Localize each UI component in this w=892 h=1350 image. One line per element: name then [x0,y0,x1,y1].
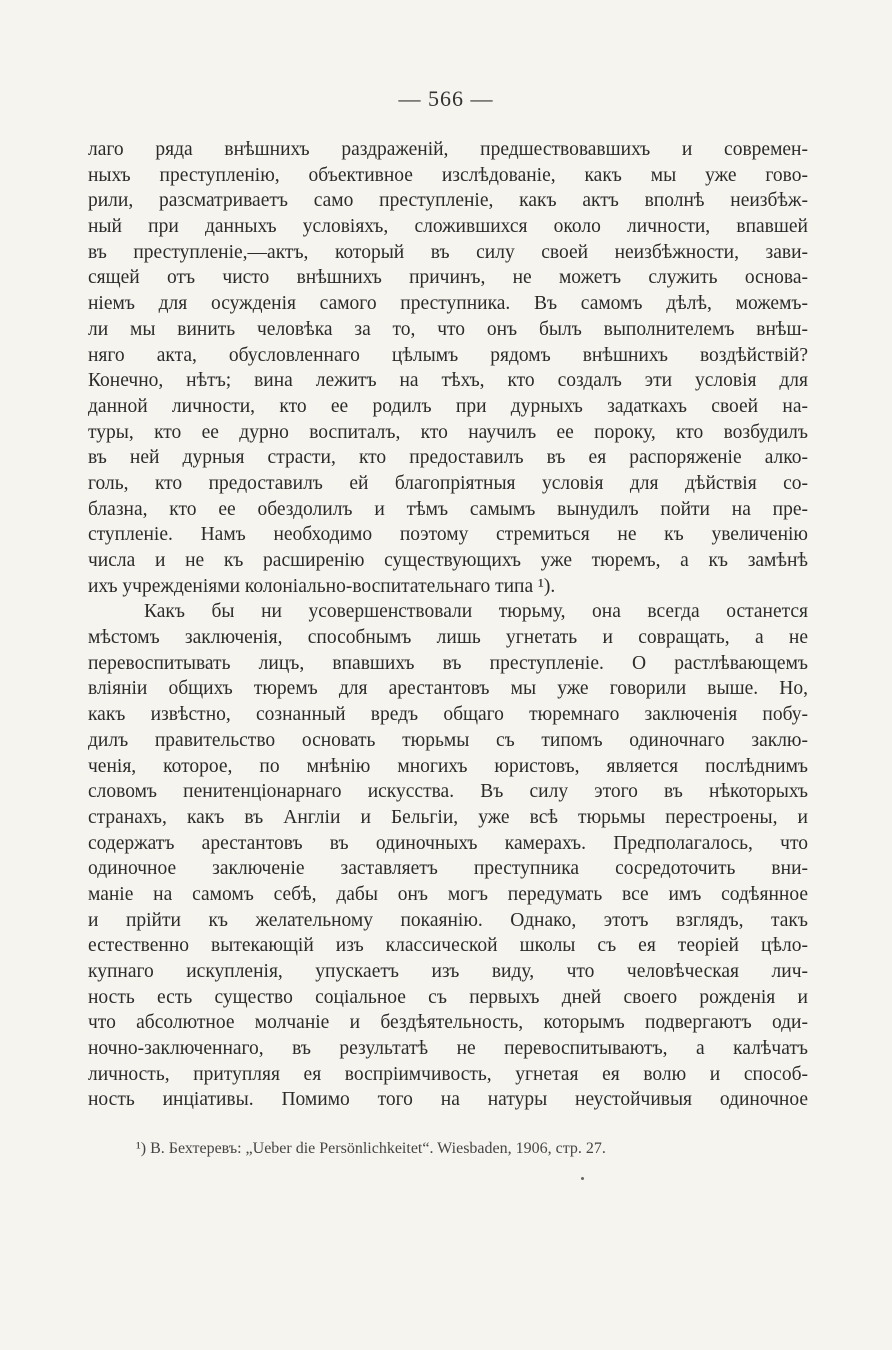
page-number-header: — 566 — [398,86,494,111]
text-line: какъ извѣстно, сознанный вредъ общаго тюремнаго заключенія побу- [88,704,808,726]
text-line: сящей отъ чисто внѣшнихъ причинъ, не можетъ служить основа- [88,267,808,289]
paper-speck [581,1177,584,1180]
text-line: словомъ пенитенціонарнаго искусства. Въ силу этого въ нѣкоторыхъ [88,781,808,803]
text-line: рили, разсматриваетъ само преступленіе, какъ актъ вполнѣ неизбѣж- [88,190,808,212]
text-line: Какъ бы ни усовершенствовали тюрьму, она всегда останется [144,601,808,623]
text-line: ность есть существо соціальное съ первыхъ дней своего рожденія и [88,986,808,1008]
text-line: Конечно, нѣтъ; вина лежитъ на тѣхъ, кто создалъ эти условія для [88,370,808,392]
text-line: данной личности, кто ее родилъ при дурныхъ задаткахъ своей на- [88,395,808,417]
text-line: ли мы винить человѣка за то, что онъ былъ выполнителемъ внѣш- [88,318,808,340]
text-line: въ преступленіе,—актъ, который въ силу своей неизбѣжности, зави- [88,241,808,263]
text-line: лаго ряда внѣшнихъ раздраженій, предшествовавшихъ и современ- [88,139,808,160]
paragraph-1 [88,137,808,599]
text-line: ный при данныхъ условіяхъ, сложившихся около личности, впавшей [88,216,808,238]
text-line: купнаго искупленія, упускаетъ изъ виду, что человѣческая лич- [88,961,808,982]
text-line: вліяніи общихъ тюремъ для арестантовъ мы уже говорили выше. Но, [88,678,808,700]
text-line: ныхъ преступленію, объективное изслѣдованіе, какъ мы уже гово- [88,164,808,186]
paragraph-2 [88,599,808,1113]
text-line: голь, кто предоставилъ ей благопріятныя условія для дѣйствія со- [88,472,808,494]
text-line: дилъ правительство основать тюрьмы съ типомъ одиночнаго заклю- [88,729,808,751]
text-line: ночно-заключеннаго, въ результатѣ не перевоспитываютъ, а калѣчатъ [88,1038,808,1060]
text-line: туры, кто ее дурно воспиталъ, кто научилъ ее пороку, кто возбудилъ [88,421,808,443]
text-line: маніе на самомъ себѣ, дабы онъ могъ передумать все имъ содѣянное [88,883,808,905]
text-line: странахъ, какъ въ Англіи и Бельгіи, уже всѣ тюрьмы перестроены, и [88,806,808,828]
text-line: ность инціативы. Помимо того на натуры неустойчивыя одиночное [88,1089,808,1111]
text-line: ніемъ для осужденія самого преступника. Въ самомъ дѣлѣ, можемъ- [88,293,808,315]
text-line: личность, притупляя ея воспріимчивость, угнетая ея волю и способ- [88,1063,808,1085]
text-line: ченія, которое, по мнѣнію многихъ юристовъ, является послѣднимъ [88,755,808,777]
text-line: содержатъ арестантовъ въ одиночныхъ камерахъ. Предполагалось, что [88,832,808,854]
text-line: естественно вытекающій изъ классической школы съ ея теоріей цѣло- [88,935,808,957]
text-line: ихъ учрежденіями колоніально-воспитательнаго типа ¹). [88,575,556,597]
body-text [88,137,808,1113]
text-line: числа и не къ расширенію существующихъ уже тюремъ, а къ замѣнѣ [88,550,808,571]
footnote: ¹) В. Бехтеревъ: „Ueber die Persönlichkeitet“. Wiesbaden, 1906, стр. 27. [136,1140,606,1157]
text-line: перевоспитывать лицъ, впавшихъ въ преступленіе. О растлѣвающемъ [88,652,808,674]
text-line: въ ней дурныя страсти, кто предоставилъ въ ея распоряженіе алко- [88,447,808,469]
text-line: блазна, кто ее обездолилъ и тѣмъ самымъ вынудилъ пойти на пре- [88,498,808,520]
text-line: няго акта, обусловленнаго цѣлымъ рядомъ внѣшнихъ воздѣйствій? [88,344,808,366]
text-line: ступленіе. Намъ необходимо поэтому стремиться не къ увеличенію [88,524,808,546]
text-line: одиночное заключеніе заставляетъ преступника сосредоточить вни- [88,858,808,880]
text-line: и прійти къ желательному покаянію. Однако, этотъ взглядъ, такъ [88,909,808,931]
text-line: что абсолютное молчаніе и бездѣятельность, которымъ подвергаютъ оди- [88,1012,808,1034]
text-line: мѣстомъ заключенія, способнымъ лишь угнетать и совращать, а не [88,627,808,649]
